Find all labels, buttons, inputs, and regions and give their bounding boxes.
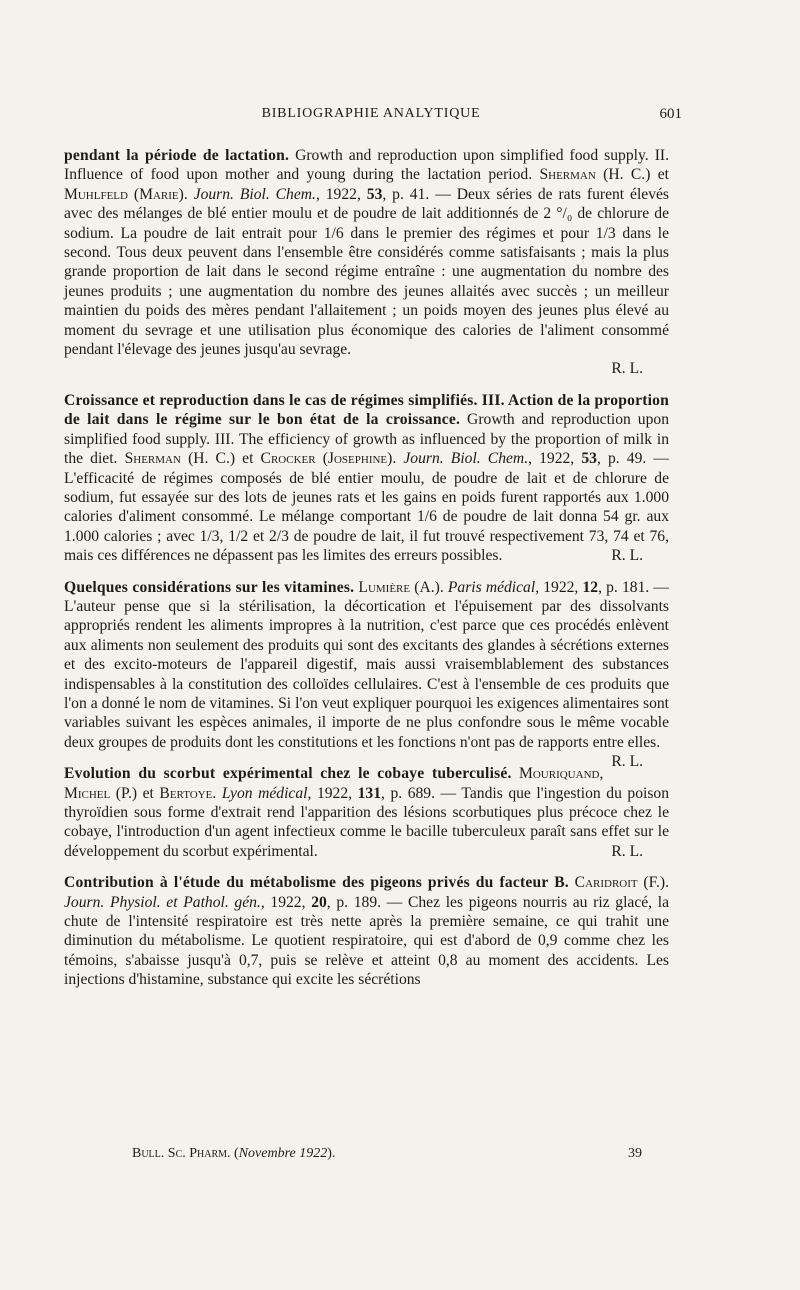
bibliography-entry [64,578,670,771]
page-footer [132,1146,642,1166]
entry-text-span: Growth and reproduction upon simplified food supply. II. Influence of food upon mother and young during the lactation period. [64,147,669,184]
bibliography-entry [64,146,669,379]
entry-text-span: Growth and reproduction upon simplified food supply. III. The efficiency of growth as influenced by the proportion of milk in the diet. [64,411,669,468]
entry-text-span: , [599,765,604,783]
author-name: Lumière [358,578,411,596]
reviewer-initials: R. L. [611,842,643,860]
entry-abstract: , p. 41. — Deux séries de rats furent élevés avec des mélanges de blé entier moulu et de poudre de lait additionnés de 2 °/₀ de chlorure de sodium. La poudre de lait entrait pour 1/6 dans le premier des régimes et pour 1/3 dans le second. Tous deux peuvent dans l'ensemble être considérés comme satisfaisants ; mais la plus grande proportion de lait dans le second régime entraîne : une augmentation du nombre des jeunes produits ; une augmentation du nombre des jeunes allaités avec succès ; un meilleur maintien du poids des mères pendant l'allaitement ; un poids moyen des jeunes plus élevé au moment du sevrage et une utilisation plus économique des calories de l'aliment consommé pendant l'élevage des jeunes jusqu'au sevrage. [64,185,670,359]
entry-text-span: (P.) et [110,784,160,802]
entry-text [64,764,669,861]
journal-name: Journ. Biol. Chem. [403,450,529,468]
entry-text [64,146,669,359]
entry-text-span: , 1922, [528,450,582,468]
entry-text-span: (F.). [637,874,669,892]
reviewer-initials: R. L. [611,547,643,565]
entry-text-span: (H. C.) et [180,450,261,468]
reviewer-initials: R. L. [611,360,643,378]
entry-text-span [512,765,519,782]
bibliography-body [64,146,669,990]
sheet-number: 39 [628,1146,642,1161]
entry-title: Contribution à l'étude du métabolisme des pigeons privés du facteur B. [64,874,569,892]
journal-abbrev: Bull. Sc. Pharm. [132,1146,231,1161]
author-name: Muhlfeld [64,185,128,203]
entry-text-span: , 1922, [315,185,367,203]
author-name: Mouriquand [518,765,600,783]
journal-name: Journ. Biol. Chem. [193,185,316,203]
author-name: Caridroit [574,874,638,892]
entry-title: pendant la période de lactation. [64,147,290,164]
author-name: Josephine [327,450,388,468]
entry-text-span: , 1922, [307,784,358,802]
journal-footer [132,1146,335,1162]
entry-text [64,873,669,989]
bibliography-entry [64,873,669,989]
entry-text-span: ). [387,450,404,468]
journal-name: Lyon médical [221,784,308,802]
page-number: 601 [659,106,682,122]
volume-number: 53 [366,185,383,203]
entry-text [64,391,669,566]
volume-number: 53 [581,450,597,468]
entry-text-span: , 1922, [535,578,583,596]
entry-text-span: , 1922, [260,893,312,911]
entry-text-span: ( [127,185,140,203]
entry-abstract: , p. 181. — L'auteur pense que si la stérilisation, la décortication et l'épuisement par des dissolvants appropriés rendent les aliments impropres à la nutrition, c'est parce que ces procédés enlèvent aux aliments non seulement des produits qui sont des excitants des glandes à sécrétions externes et des excito-moteurs de l'appareil digestif, mais aussi vraisemblablement des substances indispensables à la constitution des colloïdes cellulaires. C'est à l'ensemble de ces produits que l'on a donné le nom de vitamines. Si l'on veut expliquer pourquoi les exigences alimentaires sont variables suivant les espèces animales, il importe de ne plus confondre sous le même vocable deux groupes de produits dont les constitutions et les fonctions n'ont pas de rapports entre elles. [64,578,670,751]
author-name: Sherman [124,450,181,468]
entry-abstract: , p. 689. — Tandis que l'ingestion du poison thyroïdien sous forme d'extrait rend l'apparition des lésions scorbutiques plus précoce chez le cobaye, l'introduction d'un agent infectieux comme le bacille tuberculeux paraît sans effet sur le développement du scorbut expérimental. [64,784,670,860]
entry-title: Croissance et reproduction dans le cas de régimes simplifiés. III. Action de la proportion de lait dans le régime sur le bon état de la croissance. [64,391,669,429]
entry-title: Evolution du scorbut expérimental chez le cobaye tuberculisé. [64,765,512,783]
volume-number: 12 [582,578,599,596]
entry-text-span: . [212,784,222,802]
author-name: Crocker [260,450,316,468]
journal-name: Paris médical [447,578,536,596]
volume-number: 20 [311,893,327,911]
author-name: Michel [64,784,111,802]
issue-date: Novembre 1922 [238,1146,328,1161]
entry-title: Quelques considérations sur les vitamines. [64,578,355,596]
author-name: Marie [139,185,179,203]
volume-number: 131 [357,784,381,802]
author-name: Sherman [539,166,596,184]
entry-abstract: , p. 189. — Chez les pigeons nourris au riz glacé, la chute de l'intensité respiratoire est très nette après la première semaine, ce qui trahit une diminution du métabolisme. Le quotient respiratoire, qui est d'abord de 0,9 comme chez les témoins, s'abaisse jusqu'à 0,7, puis se relève et atteint 0,8 au moment des accidents. Les injections d'histamine, substance qui excite les sécrétions [64,893,670,989]
running-title: BIBLIOGRAPHIE ANALYTIQUE [261,106,481,121]
journal-name: Journ. Physiol. et Pathol. gén. [64,893,261,911]
entry-abstract: , p. 49. — L'efficacité de régimes composés de blé entier moulu, de poudre de lait et de chlorure de sodium, fut essayée sur des lots de jeunes rats et les gains en poids furent rapportés aux 1.000 calories d'aliment consommé. Le mélange comportant 1/6 de poudre de lait donna 54 gr. aux 1.000 calories ; avec 1/3, 1/2 et 2/3 de poudre de lait, il fut trouvé respectivement 73, 74 et 76, mais ces différences ne dépassent pas les limites des erreurs possibles. [64,450,670,565]
footer-text-span: ( [230,1146,239,1161]
footer-text-span: ). [327,1146,336,1161]
entry-text-span: ). [178,185,194,203]
page-header [60,106,682,128]
bibliography-entry [64,764,669,861]
entry-text-span: (A.). [410,578,448,596]
reviewer-initials: R. L. [611,753,643,771]
entry-text [64,578,670,771]
author-name: Bertoye [159,784,213,802]
bibliography-entry [64,391,669,566]
entry-text-span: (H. C.) et [595,166,669,184]
entry-text-span: ( [315,450,328,468]
